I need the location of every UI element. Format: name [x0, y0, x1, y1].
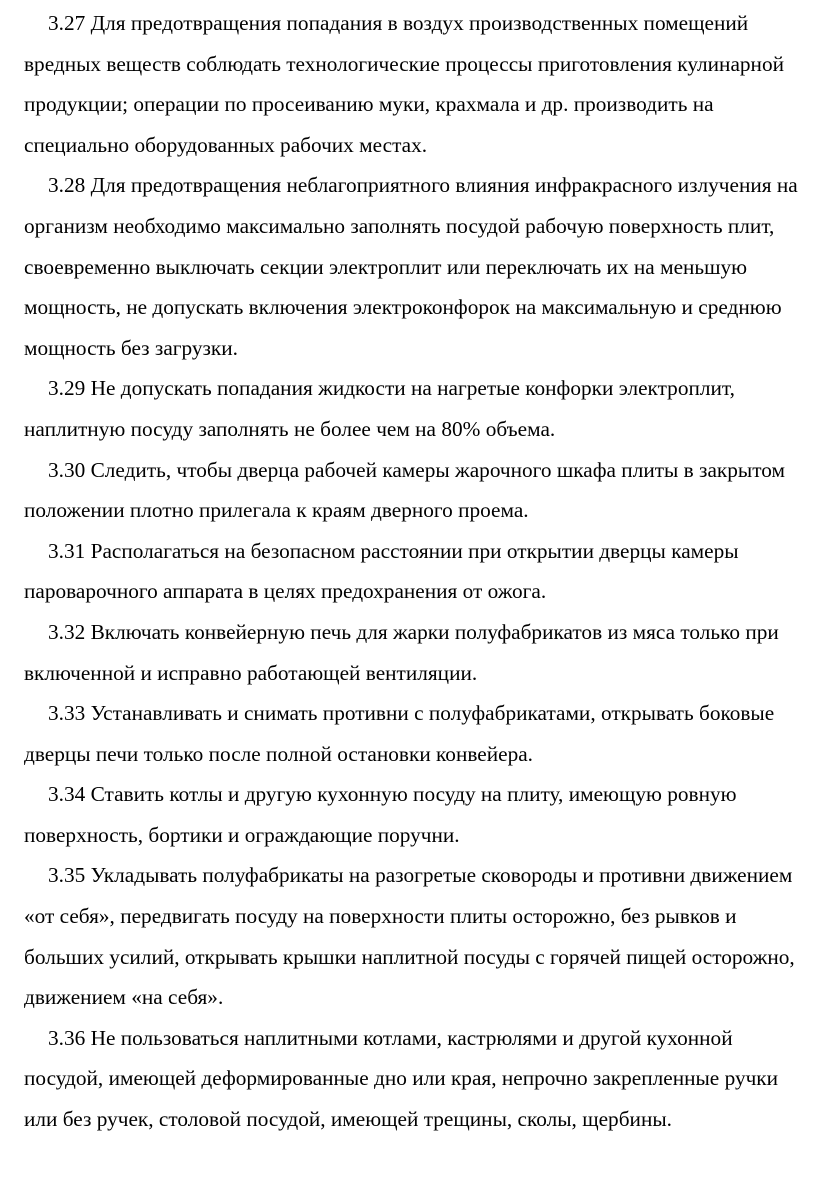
paragraph-3-27: 3.27 Для предотвращения попадания в воздух производственных помещений вредных веществ соблюдать технологические процессы приготовления кулинарной продукции; операции по просеиванию муки, крахмала и др. производить на специально оборудованных рабочих местах.	[24, 11, 785, 157]
paragraph-3-32: 3.32 Включать конвейерную печь для жарки полуфабрикатов из мяса только при включенной и исправно работающей вентиляции.	[24, 619, 779, 685]
paragraph-3-33: 3.33 Устанавливать и снимать противни с полуфабрикатами, открывать боковые дверцы печи только после полной остановки конвейера.	[24, 701, 775, 766]
paragraph-3-34: 3.34 Ставить котлы и другую кухонную посуду на плиту, имеющую ровную поверхность, бортики и ограждающие поручни.	[24, 782, 737, 847]
paragraph-3-35: 3.35 Укладывать полуфабрикаты на разогретые сковороды и противни движением «от себя», передвигать посуду на поверхности плиты осторожно, без рывков и больших усилий, открывать крышки наплитной посуды с горячей пищей осторожно, движением «на себя».	[24, 863, 795, 1010]
paragraph-3-28: 3.28 Для предотвращения неблагоприятного влияния инфракрасного излучения на организм необходимо максимально заполнять посудой рабочую поверхность плит, своевременно выключать секции электроплит или переключать их на меньшую мощность, не допускать включения электроконфорок на максимальную и среднюю мощность без загрузки.	[24, 173, 798, 360]
paragraph-3-36: 3.36 Не пользоваться наплитными котлами, кастрюлями и другой кухонной посудой, имеющей деформированные дно или края, непрочно закрепленные ручки или без ручек, столовой посудой, имеющей трещины, сколы, щербины.	[24, 1025, 779, 1132]
paragraph-3-31: 3.31 Располагаться на безопасном расстоянии при открытии дверцы камеры пароварочного аппарата в целях предохранения от ожога.	[24, 538, 739, 604]
paragraph-3-30: 3.30 Следить, чтобы дверца рабочей камеры жарочного шкафа плиты в закрытом положении плотно прилегала к краям дверного проема.	[24, 457, 785, 523]
paragraph-3-29: 3.29 Не допускать попадания жидкости на нагретые конфорки электроплит, наплитную посуду заполнять не более чем на 80% объема.	[24, 376, 735, 441]
